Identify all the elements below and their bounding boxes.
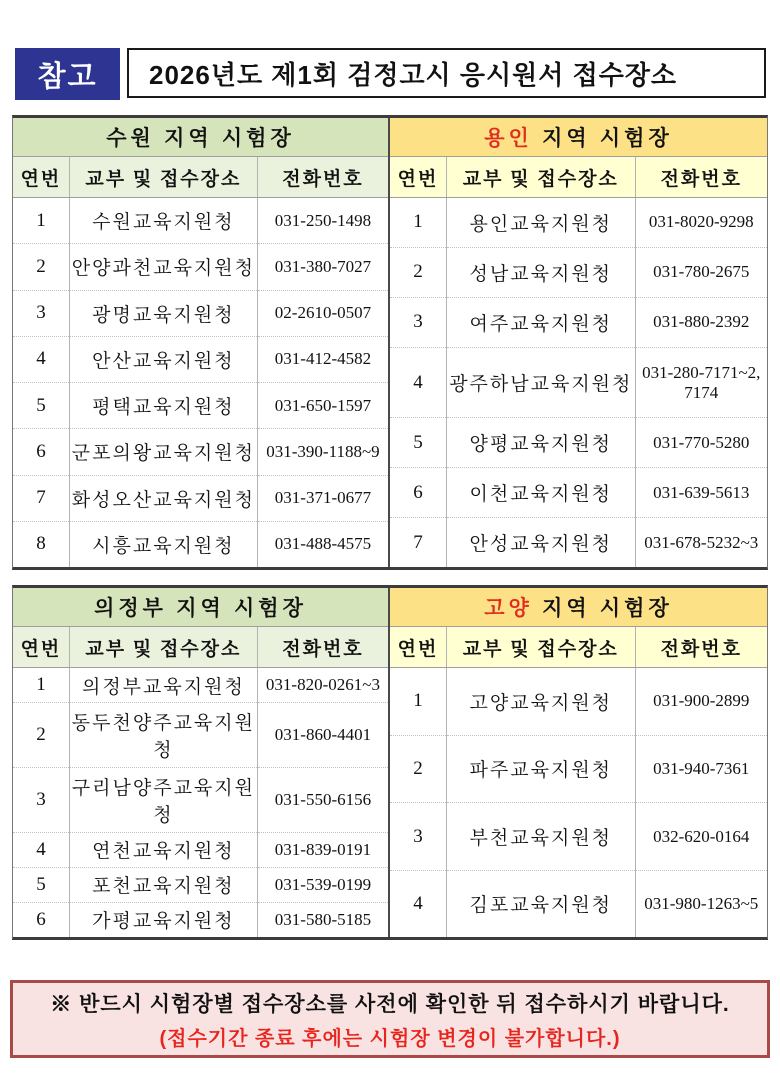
row-number-cell: 2 bbox=[390, 735, 447, 803]
row-number-cell: 4 bbox=[390, 347, 447, 417]
table-row bbox=[13, 867, 389, 902]
table-header-row bbox=[390, 157, 767, 198]
row-number-cell: 7 bbox=[13, 475, 69, 521]
table-row bbox=[390, 347, 767, 417]
row-number-cell: 5 bbox=[13, 383, 69, 429]
table-row bbox=[13, 521, 389, 567]
col-header-place: 교부 및 접수장소 bbox=[69, 157, 257, 198]
phone-cell: 031-639-5613 bbox=[635, 468, 767, 518]
place-cell: 화성오산교육지원청 bbox=[69, 475, 257, 521]
phone-cell: 031-820-0261~3 bbox=[257, 668, 389, 703]
table-row bbox=[13, 429, 389, 475]
table-row bbox=[390, 735, 767, 803]
row-number-cell: 2 bbox=[390, 247, 447, 297]
col-header-phone: 전화번호 bbox=[257, 627, 389, 668]
phone-cell: 031-650-1597 bbox=[257, 383, 389, 429]
table-title bbox=[390, 588, 767, 627]
row-number-cell: 2 bbox=[13, 244, 69, 290]
table-row bbox=[390, 247, 767, 297]
region-title-suffix: 지역 시험장 bbox=[532, 596, 673, 620]
table-row bbox=[390, 297, 767, 347]
table-group-top bbox=[12, 115, 768, 570]
phone-cell: 031-280-7171~2, 7174 bbox=[635, 347, 767, 417]
region-name: 고양 bbox=[484, 596, 533, 620]
region-title-suffix: 지역 시험장 bbox=[166, 596, 307, 620]
place-cell: 안양과천교육지원청 bbox=[69, 244, 257, 290]
phone-cell: 031-880-2392 bbox=[635, 297, 767, 347]
table-row bbox=[13, 703, 389, 768]
place-cell: 부천교육지원청 bbox=[447, 803, 636, 871]
phone-cell: 031-770-5280 bbox=[635, 418, 767, 468]
place-cell: 포천교육지원청 bbox=[69, 867, 257, 902]
place-cell: 성남교육지원청 bbox=[447, 247, 636, 297]
table-title-row bbox=[390, 118, 767, 157]
phone-cell: 031-550-6156 bbox=[257, 767, 389, 832]
table-title-row bbox=[13, 588, 389, 627]
table-title bbox=[13, 588, 389, 627]
table-row bbox=[13, 290, 389, 336]
table-row bbox=[13, 475, 389, 521]
table-row bbox=[13, 383, 389, 429]
row-number-cell: 7 bbox=[390, 518, 447, 567]
phone-cell: 031-900-2899 bbox=[635, 668, 767, 736]
table-row bbox=[390, 803, 767, 871]
row-number-cell: 3 bbox=[13, 767, 69, 832]
row-number-cell: 6 bbox=[13, 429, 69, 475]
table-row bbox=[390, 468, 767, 518]
row-number-cell: 6 bbox=[13, 902, 69, 937]
table-row bbox=[13, 832, 389, 867]
phone-cell: 031-940-7361 bbox=[635, 735, 767, 803]
table-row bbox=[13, 244, 389, 290]
place-cell: 시흥교육지원청 bbox=[69, 521, 257, 567]
table-body bbox=[13, 668, 389, 938]
exam-table-suwon bbox=[13, 118, 390, 567]
table-row bbox=[13, 668, 389, 703]
table-row bbox=[13, 767, 389, 832]
row-number-cell: 4 bbox=[13, 832, 69, 867]
phone-cell: 031-678-5232~3 bbox=[635, 518, 767, 567]
col-header-number: 연번 bbox=[390, 157, 447, 198]
place-cell: 파주교육지원청 bbox=[447, 735, 636, 803]
region-name: 수원 bbox=[106, 126, 155, 150]
phone-cell: 031-371-0677 bbox=[257, 475, 389, 521]
phone-cell: 031-860-4401 bbox=[257, 703, 389, 768]
region-title-suffix: 지역 시험장 bbox=[532, 126, 673, 150]
col-header-phone: 전화번호 bbox=[257, 157, 389, 198]
place-cell: 의정부교육지원청 bbox=[69, 668, 257, 703]
place-cell: 여주교육지원청 bbox=[447, 297, 636, 347]
place-cell: 안산교육지원청 bbox=[69, 336, 257, 382]
phone-cell: 031-8020-9298 bbox=[635, 198, 767, 248]
table-row bbox=[390, 518, 767, 567]
row-number-cell: 3 bbox=[13, 290, 69, 336]
col-header-phone: 전화번호 bbox=[635, 627, 767, 668]
reference-badge: 참고 bbox=[15, 48, 120, 100]
col-header-number: 연번 bbox=[13, 157, 69, 198]
table-row bbox=[390, 418, 767, 468]
row-number-cell: 4 bbox=[390, 870, 447, 937]
phone-cell: 031-539-0199 bbox=[257, 867, 389, 902]
place-cell: 고양교육지원청 bbox=[447, 668, 636, 736]
place-cell: 광주하남교육지원청 bbox=[447, 347, 636, 417]
col-header-number: 연번 bbox=[390, 627, 447, 668]
place-cell: 평택교육지원청 bbox=[69, 383, 257, 429]
place-cell: 군포의왕교육지원청 bbox=[69, 429, 257, 475]
table-row bbox=[390, 198, 767, 248]
table-header-row bbox=[390, 627, 767, 668]
phone-cell: 031-488-4575 bbox=[257, 521, 389, 567]
place-cell: 양평교육지원청 bbox=[447, 418, 636, 468]
col-header-place: 교부 및 접수장소 bbox=[447, 627, 636, 668]
table-title bbox=[390, 118, 767, 157]
phone-cell: 02-2610-0507 bbox=[257, 290, 389, 336]
row-number-cell: 2 bbox=[13, 703, 69, 768]
row-number-cell: 3 bbox=[390, 297, 447, 347]
row-number-cell: 1 bbox=[413, 690, 423, 712]
phone-cell: 031-980-1263~5 bbox=[635, 870, 767, 937]
col-header-place: 교부 및 접수장소 bbox=[447, 157, 636, 198]
row-number-cell: 1 bbox=[36, 674, 46, 696]
phone-cell: 032-620-0164 bbox=[635, 803, 767, 871]
region-title-suffix: 지역 시험장 bbox=[154, 126, 295, 150]
place-cell: 수원교육지원청 bbox=[69, 198, 257, 244]
place-cell: 이천교육지원청 bbox=[447, 468, 636, 518]
table-title bbox=[13, 118, 389, 157]
row-number-cell: 3 bbox=[390, 803, 447, 871]
col-header-phone: 전화번호 bbox=[635, 157, 767, 198]
exam-table-goyang bbox=[390, 588, 767, 937]
table-row bbox=[13, 336, 389, 382]
row-number-cell: 8 bbox=[13, 521, 69, 567]
place-cell: 용인교육지원청 bbox=[447, 198, 636, 248]
row-number-cell: 5 bbox=[13, 867, 69, 902]
row-number-cell: 4 bbox=[13, 336, 69, 382]
phone-cell: 031-250-1498 bbox=[257, 198, 389, 244]
table-group-bottom bbox=[12, 585, 768, 940]
phone-cell: 031-839-0191 bbox=[257, 832, 389, 867]
page-title: 2026년도 제1회 검정고시 응시원서 접수장소 bbox=[127, 48, 766, 98]
col-header-place: 교부 및 접수장소 bbox=[69, 627, 257, 668]
row-number-cell: 1 bbox=[36, 209, 46, 231]
table-row bbox=[13, 902, 389, 937]
phone-cell: 031-390-1188~9 bbox=[257, 429, 389, 475]
col-header-number: 연번 bbox=[13, 627, 69, 668]
table-title-row bbox=[13, 118, 389, 157]
table-body bbox=[390, 668, 767, 938]
phone-cell: 031-580-5185 bbox=[257, 902, 389, 937]
table-row bbox=[390, 870, 767, 937]
table-title-row bbox=[390, 588, 767, 627]
notice-line-1: ※ 반드시 시험장별 접수장소를 사전에 확인한 뒤 접수하시기 바랍니다. bbox=[50, 992, 730, 1016]
row-number-cell: 5 bbox=[390, 418, 447, 468]
table-body bbox=[390, 198, 767, 568]
notice-line-2: (접수기간 종료 후에는 시험장 변경이 불가합니다.) bbox=[159, 1027, 621, 1050]
place-cell: 안성교육지원청 bbox=[447, 518, 636, 567]
exam-table-yongin bbox=[390, 118, 767, 567]
table-body bbox=[13, 198, 389, 568]
table-header-row bbox=[13, 627, 389, 668]
phone-cell: 031-380-7027 bbox=[257, 244, 389, 290]
phone-cell: 031-412-4582 bbox=[257, 336, 389, 382]
notice-box bbox=[10, 980, 770, 1058]
region-name: 용인 bbox=[484, 126, 533, 150]
row-number-cell: 6 bbox=[390, 468, 447, 518]
place-cell: 구리남양주교육지원청 bbox=[69, 767, 257, 832]
place-cell: 김포교육지원청 bbox=[447, 870, 636, 937]
table-header-row bbox=[13, 157, 389, 198]
place-cell: 동두천양주교육지원청 bbox=[69, 703, 257, 768]
place-cell: 연천교육지원청 bbox=[69, 832, 257, 867]
row-number-cell: 1 bbox=[413, 211, 423, 233]
place-cell: 가평교육지원청 bbox=[69, 902, 257, 937]
place-cell: 광명교육지원청 bbox=[69, 290, 257, 336]
phone-cell: 031-780-2675 bbox=[635, 247, 767, 297]
table-row bbox=[390, 668, 767, 736]
table-row bbox=[13, 198, 389, 244]
region-name: 의정부 bbox=[94, 596, 167, 620]
exam-table-uijeongbu bbox=[13, 588, 390, 937]
